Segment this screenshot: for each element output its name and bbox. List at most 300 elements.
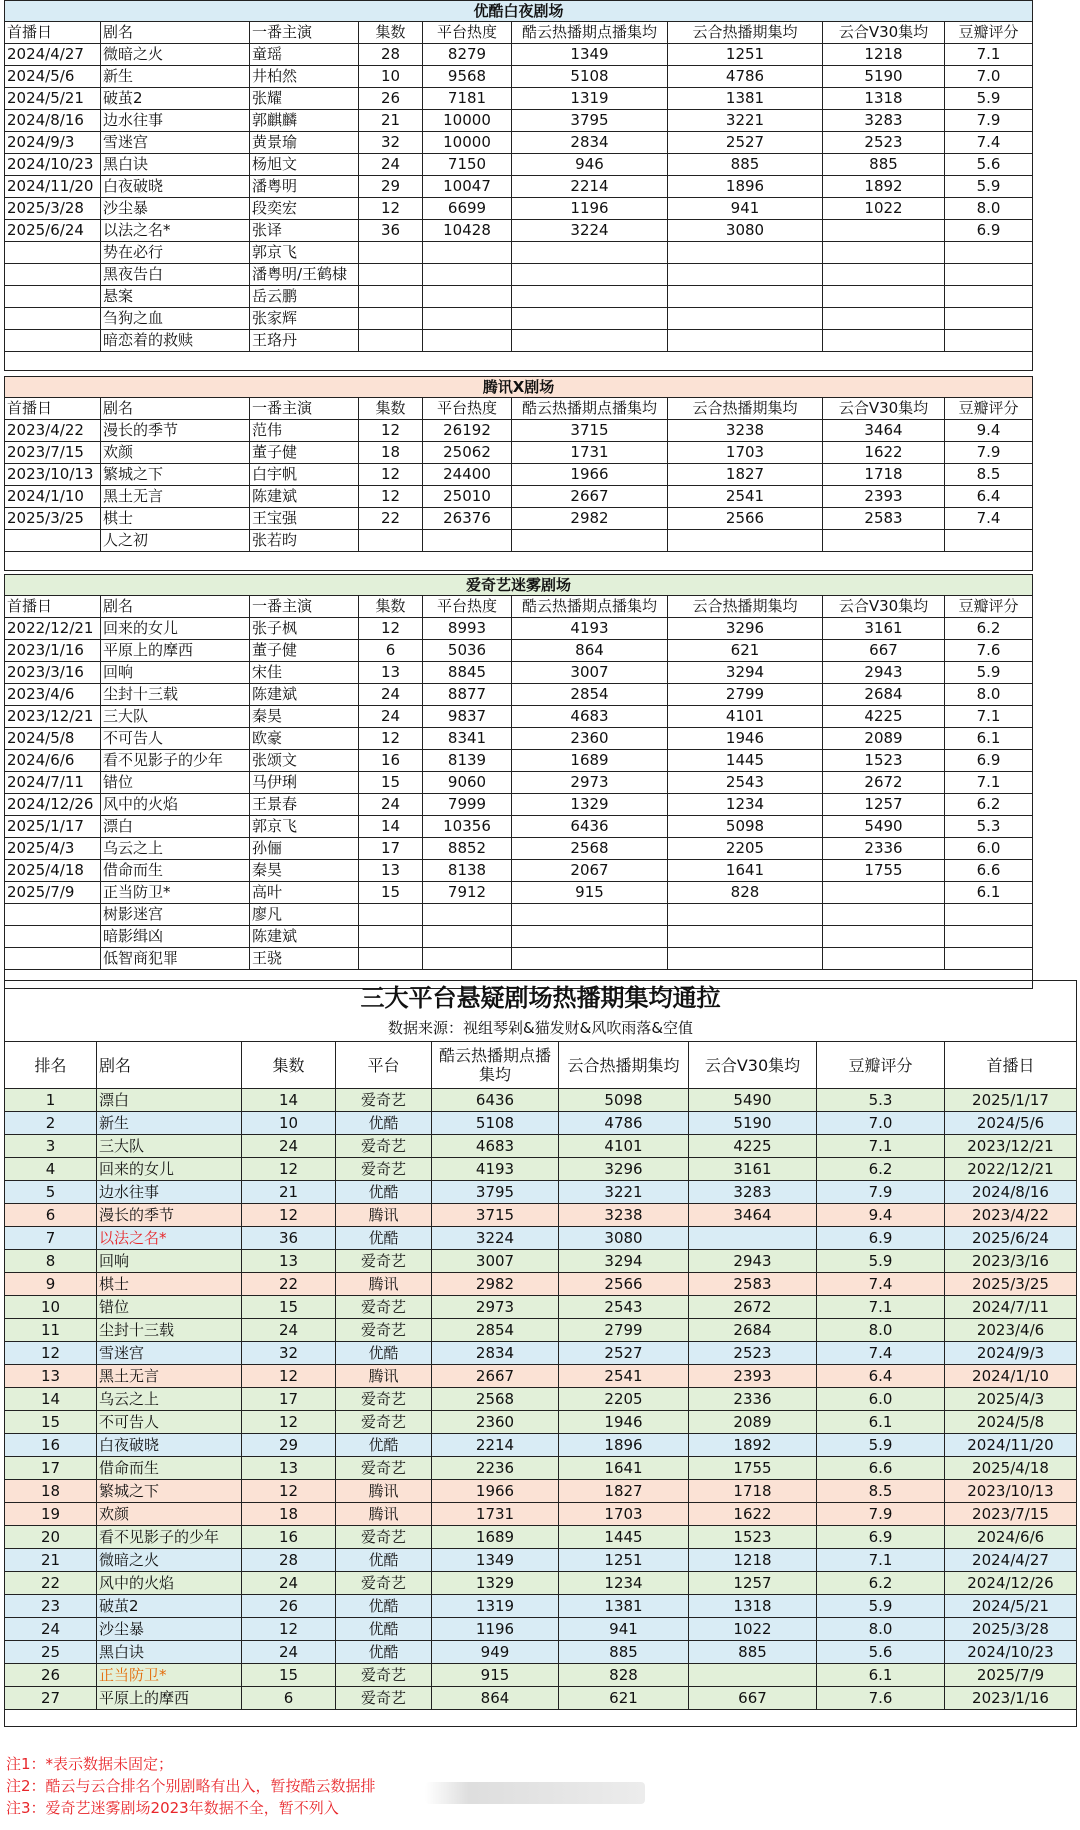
rank-cell-rank: 18	[5, 1480, 97, 1503]
cell-yunhe: 2543	[668, 772, 823, 794]
rank-cell-yunhe: 1641	[559, 1457, 689, 1480]
cell-v30: 5490	[823, 816, 945, 838]
cell-v30	[823, 330, 945, 352]
cell-v30: 2523	[823, 132, 945, 154]
table-row	[5, 508, 1033, 530]
cell-kuyun: 4683	[512, 706, 668, 728]
rank-cell-rank: 6	[5, 1204, 97, 1227]
cell-douban: 6.9	[945, 750, 1033, 772]
cell-douban: 6.1	[945, 882, 1033, 904]
cell-first-air: 2024/11/20	[5, 176, 101, 198]
cell-lead: 郭京飞	[250, 242, 359, 264]
rank-cell-kuyun: 2854	[432, 1319, 559, 1342]
rank-cell-rank: 9	[5, 1273, 97, 1296]
column-header-lead: 一番主演	[250, 22, 359, 44]
cell-lead: 范伟	[250, 420, 359, 442]
cell-title: 黑夜告白	[101, 264, 250, 286]
cell-lead: 岳云鹏	[250, 286, 359, 308]
cell-kuyun: 3007	[512, 662, 668, 684]
rank-cell-first-air: 2024/5/21	[945, 1595, 1077, 1618]
rank-cell-platform: 腾讯	[336, 1480, 432, 1503]
table-row	[5, 420, 1033, 442]
rank-cell-title: 风中的火焰	[97, 1572, 242, 1595]
rank-cell-douban: 5.9	[817, 1595, 945, 1618]
cell-first-air: 2023/4/6	[5, 684, 101, 706]
cell-douban: 9.4	[945, 420, 1033, 442]
cell-yunhe: 1827	[668, 464, 823, 486]
rank-cell-episodes: 22	[242, 1273, 336, 1296]
column-header-episodes: 集数	[359, 22, 423, 44]
rank-cell-episodes: 24	[242, 1641, 336, 1664]
cell-heat	[423, 948, 512, 970]
rank-cell-platform: 爱奇艺	[336, 1089, 432, 1112]
cell-yunhe: 3221	[668, 110, 823, 132]
cell-lead: 马伊琍	[250, 772, 359, 794]
ranking-row	[5, 1273, 1077, 1296]
cell-episodes: 32	[359, 132, 423, 154]
rank-cell-title: 黑白诀	[97, 1641, 242, 1664]
rank-cell-kuyun: 1196	[432, 1618, 559, 1641]
cell-kuyun: 6436	[512, 816, 668, 838]
rank-cell-platform: 腾讯	[336, 1273, 432, 1296]
cell-yunhe	[668, 308, 823, 330]
cell-kuyun: 1196	[512, 198, 668, 220]
rank-cell-rank: 11	[5, 1319, 97, 1342]
cell-heat: 10000	[423, 110, 512, 132]
ranking-row	[5, 1112, 1077, 1135]
cell-title: 新生	[101, 66, 250, 88]
rank-cell-v30: 667	[689, 1687, 817, 1710]
rank-cell-yunhe: 941	[559, 1618, 689, 1641]
rank-cell-yunhe: 2543	[559, 1296, 689, 1319]
cell-episodes: 36	[359, 220, 423, 242]
rank-cell-yunhe: 2205	[559, 1388, 689, 1411]
cell-heat: 8139	[423, 750, 512, 772]
cell-lead: 潘粤明	[250, 176, 359, 198]
cell-title: 回响	[101, 662, 250, 684]
rank-cell-douban: 6.9	[817, 1526, 945, 1549]
rank-cell-platform: 优酷	[336, 1641, 432, 1664]
cell-episodes: 14	[359, 816, 423, 838]
cell-episodes: 24	[359, 794, 423, 816]
table-row	[5, 662, 1033, 684]
rank-cell-yunhe: 2566	[559, 1273, 689, 1296]
table-row	[5, 486, 1033, 508]
rank-cell-episodes: 15	[242, 1296, 336, 1319]
rank-cell-v30: 1523	[689, 1526, 817, 1549]
rank-cell-rank: 13	[5, 1365, 97, 1388]
cell-title: 微暗之火	[101, 44, 250, 66]
cell-douban: 7.4	[945, 132, 1033, 154]
rank-cell-first-air: 2023/7/15	[945, 1503, 1077, 1526]
rank-cell-v30: 2583	[689, 1273, 817, 1296]
cell-v30	[823, 220, 945, 242]
cell-kuyun: 1319	[512, 88, 668, 110]
rank-cell-first-air: 2024/7/11	[945, 1296, 1077, 1319]
cell-v30	[823, 286, 945, 308]
cell-title: 暗恋着的救赎	[101, 330, 250, 352]
rank-cell-douban: 6.2	[817, 1572, 945, 1595]
table-row	[5, 242, 1033, 264]
column-header-episodes: 集数	[359, 596, 423, 618]
cell-heat: 26376	[423, 508, 512, 530]
cell-douban: 6.2	[945, 618, 1033, 640]
cell-episodes: 22	[359, 508, 423, 530]
cell-episodes	[359, 330, 423, 352]
cell-episodes: 26	[359, 88, 423, 110]
ranking-row	[5, 1503, 1077, 1526]
rank-cell-v30: 1022	[689, 1618, 817, 1641]
cell-v30	[823, 264, 945, 286]
cell-episodes	[359, 904, 423, 926]
cell-v30: 1892	[823, 176, 945, 198]
cell-kuyun: 3795	[512, 110, 668, 132]
cell-yunhe: 3294	[668, 662, 823, 684]
rank-cell-v30: 1718	[689, 1480, 817, 1503]
table-row	[5, 618, 1033, 640]
cell-douban: 8.5	[945, 464, 1033, 486]
rank-cell-douban: 7.1	[817, 1549, 945, 1572]
cell-first-air: 2024/10/23	[5, 154, 101, 176]
cell-first-air: 2024/1/10	[5, 486, 101, 508]
rank-cell-yunhe: 1381	[559, 1595, 689, 1618]
note-2: 注2：酷云与云合排名个别剧略有出入，暂按酷云数据排	[6, 1777, 376, 1795]
rank-header-yunhe: 云合热播期集均	[559, 1042, 689, 1089]
rank-cell-douban: 7.9	[817, 1181, 945, 1204]
rank-cell-title: 正当防卫*	[97, 1664, 242, 1687]
rank-cell-douban: 7.4	[817, 1273, 945, 1296]
rank-cell-rank: 8	[5, 1250, 97, 1273]
rank-cell-kuyun: 1966	[432, 1480, 559, 1503]
rank-cell-v30: 4225	[689, 1135, 817, 1158]
cell-heat: 7181	[423, 88, 512, 110]
rank-cell-title: 回响	[97, 1250, 242, 1273]
rank-cell-platform: 爱奇艺	[336, 1411, 432, 1434]
rank-cell-platform: 爱奇艺	[336, 1250, 432, 1273]
table-row	[5, 220, 1033, 242]
rank-cell-v30: 2943	[689, 1250, 817, 1273]
cell-episodes	[359, 308, 423, 330]
rank-cell-title: 平原上的摩西	[97, 1687, 242, 1710]
cell-v30: 1718	[823, 464, 945, 486]
rank-cell-kuyun: 3715	[432, 1204, 559, 1227]
ranking-row	[5, 1342, 1077, 1365]
cell-heat: 7150	[423, 154, 512, 176]
rank-cell-title: 繁城之下	[97, 1480, 242, 1503]
rank-cell-title: 新生	[97, 1112, 242, 1135]
table-row	[5, 176, 1033, 198]
cell-kuyun: 1329	[512, 794, 668, 816]
cell-heat: 9568	[423, 66, 512, 88]
cell-douban: 7.1	[945, 772, 1033, 794]
rank-cell-v30: 1892	[689, 1434, 817, 1457]
rank-cell-episodes: 12	[242, 1618, 336, 1641]
cell-kuyun: 2834	[512, 132, 668, 154]
table-row	[5, 706, 1033, 728]
cell-heat: 25010	[423, 486, 512, 508]
table-row	[5, 530, 1033, 552]
table-row	[5, 110, 1033, 132]
rank-cell-first-air: 2025/6/24	[945, 1227, 1077, 1250]
ranking-row	[5, 1595, 1077, 1618]
cell-yunhe: 4101	[668, 706, 823, 728]
rank-cell-kuyun: 949	[432, 1641, 559, 1664]
cell-lead: 黄景瑜	[250, 132, 359, 154]
ranking-row	[5, 1089, 1077, 1112]
cell-douban: 6.0	[945, 838, 1033, 860]
rank-cell-yunhe: 3294	[559, 1250, 689, 1273]
table-row	[5, 88, 1033, 110]
rank-cell-v30: 1622	[689, 1503, 817, 1526]
column-header-douban: 豆瓣评分	[945, 398, 1033, 420]
cell-lead: 白宇帆	[250, 464, 359, 486]
cell-yunhe: 2541	[668, 486, 823, 508]
iqiyi-section-title: 爱奇艺迷雾剧场	[5, 575, 1033, 596]
cell-kuyun: 2214	[512, 176, 668, 198]
cell-v30: 4225	[823, 706, 945, 728]
rank-cell-douban: 7.1	[817, 1296, 945, 1319]
cell-heat: 10000	[423, 132, 512, 154]
rank-cell-first-air: 2025/4/18	[945, 1457, 1077, 1480]
rank-cell-platform: 优酷	[336, 1181, 432, 1204]
column-header-title: 剧名	[101, 596, 250, 618]
cell-kuyun: 1731	[512, 442, 668, 464]
rank-cell-rank: 23	[5, 1595, 97, 1618]
rank-cell-title: 回来的女儿	[97, 1158, 242, 1181]
cell-v30: 1523	[823, 750, 945, 772]
rank-cell-v30	[689, 1227, 817, 1250]
cell-title: 风中的火焰	[101, 794, 250, 816]
rank-cell-kuyun: 2568	[432, 1388, 559, 1411]
cell-title: 三大队	[101, 706, 250, 728]
cell-yunhe	[668, 242, 823, 264]
rank-cell-douban: 8.5	[817, 1480, 945, 1503]
cell-yunhe: 3080	[668, 220, 823, 242]
rank-cell-episodes: 18	[242, 1503, 336, 1526]
rank-cell-episodes: 12	[242, 1480, 336, 1503]
column-header-v30: 云合V30集均	[823, 22, 945, 44]
column-header-title: 剧名	[101, 398, 250, 420]
ranking-row	[5, 1526, 1077, 1549]
cell-heat: 9060	[423, 772, 512, 794]
cell-yunhe: 885	[668, 154, 823, 176]
rank-cell-first-air: 2025/1/17	[945, 1089, 1077, 1112]
cell-v30: 5190	[823, 66, 945, 88]
cell-yunhe: 2566	[668, 508, 823, 530]
cell-episodes: 29	[359, 176, 423, 198]
cell-title: 势在必行	[101, 242, 250, 264]
cell-v30: 2089	[823, 728, 945, 750]
ranking-row	[5, 1388, 1077, 1411]
rank-cell-first-air: 2024/11/20	[945, 1434, 1077, 1457]
cell-heat	[423, 904, 512, 926]
cell-v30	[823, 242, 945, 264]
rank-cell-episodes: 26	[242, 1595, 336, 1618]
cell-yunhe: 828	[668, 882, 823, 904]
cell-heat: 24400	[423, 464, 512, 486]
cell-kuyun: 3715	[512, 420, 668, 442]
cell-lead: 董子健	[250, 640, 359, 662]
cell-lead: 郭京飞	[250, 816, 359, 838]
table-row	[5, 464, 1033, 486]
table-row	[5, 750, 1033, 772]
rank-header-first-air: 首播日	[945, 1042, 1077, 1089]
ranking-row	[5, 1457, 1077, 1480]
ranking-row	[5, 1434, 1077, 1457]
rank-cell-first-air: 2025/7/9	[945, 1664, 1077, 1687]
cell-title: 悬案	[101, 286, 250, 308]
rank-cell-douban: 7.1	[817, 1135, 945, 1158]
cell-episodes: 10	[359, 66, 423, 88]
cell-v30	[823, 530, 945, 552]
rank-cell-rank: 2	[5, 1112, 97, 1135]
column-header-first_air: 首播日	[5, 596, 101, 618]
cell-first-air: 2025/3/25	[5, 508, 101, 530]
cell-lead: 廖凡	[250, 904, 359, 926]
cell-v30: 2672	[823, 772, 945, 794]
cell-douban: 6.6	[945, 860, 1033, 882]
rank-cell-first-air: 2024/5/8	[945, 1411, 1077, 1434]
ranking-row	[5, 1296, 1077, 1319]
ranking-row	[5, 1411, 1077, 1434]
cell-title: 借命而生	[101, 860, 250, 882]
rank-cell-kuyun: 2236	[432, 1457, 559, 1480]
rank-cell-title: 白夜破晓	[97, 1434, 242, 1457]
rank-cell-kuyun: 1731	[432, 1503, 559, 1526]
rank-header-douban: 豆瓣评分	[817, 1042, 945, 1089]
table-row	[5, 66, 1033, 88]
rank-cell-episodes: 24	[242, 1319, 336, 1342]
cell-lead: 陈建斌	[250, 684, 359, 706]
rank-cell-title: 错位	[97, 1296, 242, 1319]
cell-episodes: 24	[359, 706, 423, 728]
ranking-row	[5, 1250, 1077, 1273]
cell-episodes: 12	[359, 420, 423, 442]
rank-cell-yunhe: 1946	[559, 1411, 689, 1434]
rank-cell-title: 微暗之火	[97, 1549, 242, 1572]
cell-yunhe: 2527	[668, 132, 823, 154]
cell-first-air: 2023/3/16	[5, 662, 101, 684]
cell-kuyun	[512, 926, 668, 948]
rank-cell-episodes: 16	[242, 1526, 336, 1549]
cell-heat	[423, 926, 512, 948]
rank-cell-title: 破茧2	[97, 1595, 242, 1618]
cell-lead: 王景春	[250, 794, 359, 816]
cell-v30: 3161	[823, 618, 945, 640]
cell-v30	[823, 926, 945, 948]
rank-cell-kuyun: 5108	[432, 1112, 559, 1135]
table-row	[5, 948, 1033, 970]
rank-cell-episodes: 14	[242, 1089, 336, 1112]
rank-cell-kuyun: 864	[432, 1687, 559, 1710]
cell-heat	[423, 242, 512, 264]
rank-cell-rank: 1	[5, 1089, 97, 1112]
cell-title: 黑白诀	[101, 154, 250, 176]
cell-first-air: 2024/5/21	[5, 88, 101, 110]
rank-cell-yunhe: 4101	[559, 1135, 689, 1158]
cell-first-air	[5, 926, 101, 948]
cell-title: 错位	[101, 772, 250, 794]
cell-episodes: 24	[359, 684, 423, 706]
cell-heat: 8341	[423, 728, 512, 750]
rank-cell-v30: 5490	[689, 1089, 817, 1112]
rank-cell-episodes: 24	[242, 1572, 336, 1595]
cell-yunhe: 1445	[668, 750, 823, 772]
cell-yunhe: 3238	[668, 420, 823, 442]
rank-cell-rank: 7	[5, 1227, 97, 1250]
rank-cell-platform: 优酷	[336, 1595, 432, 1618]
rank-cell-douban: 5.6	[817, 1641, 945, 1664]
ranking-row	[5, 1181, 1077, 1204]
cell-title: 漂白	[101, 816, 250, 838]
rank-cell-platform: 腾讯	[336, 1204, 432, 1227]
ranking-row	[5, 1549, 1077, 1572]
cell-title: 不可告人	[101, 728, 250, 750]
cell-episodes: 16	[359, 750, 423, 772]
cell-first-air: 2025/6/24	[5, 220, 101, 242]
rank-cell-yunhe: 3221	[559, 1181, 689, 1204]
rank-cell-douban: 5.9	[817, 1434, 945, 1457]
cell-douban	[945, 308, 1033, 330]
rank-cell-first-air: 2024/12/26	[945, 1572, 1077, 1595]
cell-lead: 秦昊	[250, 860, 359, 882]
rank-cell-platform: 爱奇艺	[336, 1664, 432, 1687]
rank-cell-first-air: 2024/9/3	[945, 1342, 1077, 1365]
cell-v30: 2684	[823, 684, 945, 706]
section-spacer	[5, 352, 1033, 371]
column-header-kuyun: 酷云热播期点播集均	[512, 596, 668, 618]
ranking-footer-spacer	[5, 1710, 1077, 1727]
cell-douban	[945, 330, 1033, 352]
rank-cell-yunhe: 828	[559, 1664, 689, 1687]
column-header-first_air: 首播日	[5, 398, 101, 420]
cell-first-air: 2024/5/8	[5, 728, 101, 750]
cell-first-air: 2022/12/21	[5, 618, 101, 640]
rank-cell-first-air: 2022/12/21	[945, 1158, 1077, 1181]
cell-douban: 5.9	[945, 662, 1033, 684]
cell-douban: 6.2	[945, 794, 1033, 816]
cell-episodes: 13	[359, 662, 423, 684]
cell-lead: 潘粤明/王鹤棣	[250, 264, 359, 286]
column-header-lead: 一番主演	[250, 596, 359, 618]
table-row	[5, 926, 1033, 948]
cell-lead: 王珞丹	[250, 330, 359, 352]
cell-douban	[945, 530, 1033, 552]
rank-cell-rank: 10	[5, 1296, 97, 1319]
rank-cell-episodes: 13	[242, 1250, 336, 1273]
cell-heat: 10428	[423, 220, 512, 242]
rank-cell-title: 黑土无言	[97, 1365, 242, 1388]
cell-first-air: 2025/1/17	[5, 816, 101, 838]
redaction-blur	[425, 1782, 645, 1804]
cell-first-air	[5, 948, 101, 970]
rank-cell-yunhe: 621	[559, 1687, 689, 1710]
cell-heat: 5036	[423, 640, 512, 662]
rank-cell-v30: 2336	[689, 1388, 817, 1411]
ranking-row	[5, 1204, 1077, 1227]
cell-heat	[423, 530, 512, 552]
cell-kuyun: 1689	[512, 750, 668, 772]
cell-title: 白夜破晓	[101, 176, 250, 198]
column-header-yunhe: 云合热播期集均	[668, 22, 823, 44]
cell-kuyun: 915	[512, 882, 668, 904]
rank-cell-title: 欢颜	[97, 1503, 242, 1526]
rank-cell-v30: 1318	[689, 1595, 817, 1618]
iqiyi-theater-table	[4, 574, 1033, 989]
cell-title: 暗影缉凶	[101, 926, 250, 948]
rank-cell-episodes: 36	[242, 1227, 336, 1250]
ranking-row	[5, 1158, 1077, 1181]
